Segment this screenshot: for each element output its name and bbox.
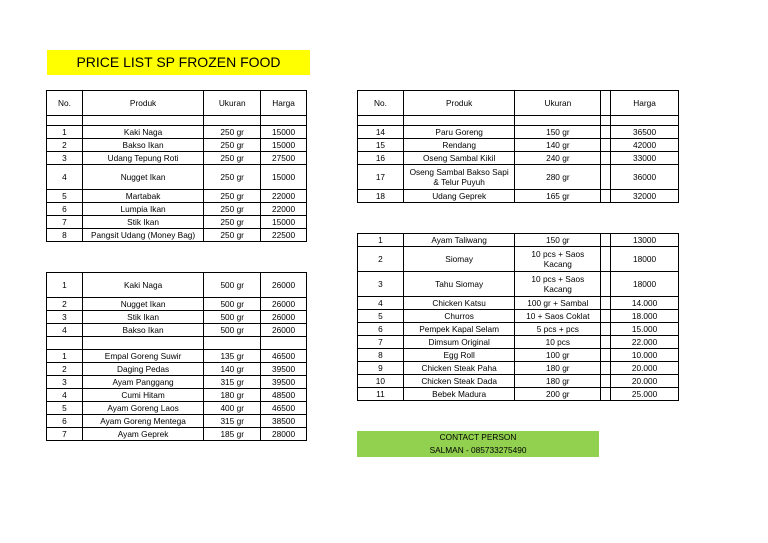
- table-row: 5 Martabak 250 gr 22000: [47, 190, 307, 203]
- header-ukuran: Ukuran: [515, 91, 601, 116]
- table-row: 7 Stik Ikan 250 gr 15000: [47, 216, 307, 229]
- table-row: 9 Chicken Steak Paha 180 gr 20.000: [358, 362, 679, 375]
- table-row: 10 Chicken Steak Dada 180 gr 20.000: [358, 375, 679, 388]
- table-row: 3 Ayam Panggang 315 gr 39500: [47, 376, 307, 389]
- table-row: 17 Oseng Sambal Bakso Sapi & Telur Puyuh 280 gr 36000: [358, 165, 679, 190]
- table-row: 14 Paru Goreng 150 gr 36500: [358, 126, 679, 139]
- table-row: 5 Churros 10 + Saos Coklat 18.000: [358, 310, 679, 323]
- header-ukuran: Ukuran: [204, 91, 261, 116]
- price-table-250gr: [46, 90, 307, 242]
- header-harga: Harga: [261, 91, 307, 116]
- table-row: 8 Pangsit Udang (Money Bag) 250 gr 22500: [47, 229, 307, 242]
- blank-row: [358, 116, 679, 126]
- table-row: 1 Ayam Taliwang 150 gr 13000: [358, 234, 679, 247]
- table-row: 11 Bebek Madura 200 gr 25.000: [358, 388, 679, 401]
- contact-label: CONTACT PERSON: [439, 432, 517, 442]
- header-produk: Produk: [403, 91, 515, 116]
- blank-row: [47, 116, 307, 126]
- price-table-right-top: [357, 90, 679, 203]
- page-title: PRICE LIST SP FROZEN FOOD: [47, 50, 310, 75]
- table-row: 7 Dimsum Original 10 pcs 22.000: [358, 336, 679, 349]
- table-row: 5 Ayam Goreng Laos 400 gr 46500: [47, 402, 307, 415]
- table-row: 3 Stik Ikan 500 gr 26000: [47, 311, 307, 324]
- table-row: 2 Siomay 10 pcs + Saos Kacang 18000: [358, 247, 679, 272]
- table-row: 7 Ayam Geprek 185 gr 28000: [47, 428, 307, 441]
- header-no: No.: [358, 91, 404, 116]
- table-row: 18 Udang Geprek 165 gr 32000: [358, 190, 679, 203]
- table-row: 4 Cumi Hitam 180 gr 48500: [47, 389, 307, 402]
- table-header-row: [358, 91, 679, 116]
- table-row: 4 Bakso Ikan 500 gr 26000: [47, 324, 307, 337]
- contact-box: [357, 431, 599, 457]
- header-no: No.: [47, 91, 83, 116]
- blank-row: [47, 337, 307, 350]
- table-row: 6 Lumpia Ikan 250 gr 22000: [47, 203, 307, 216]
- table-row: 3 Udang Tepung Roti 250 gr 27500: [47, 152, 307, 165]
- header-harga: Harga: [611, 91, 679, 116]
- price-table-500gr: [46, 272, 307, 441]
- header-produk: Produk: [82, 91, 203, 116]
- table-row: 2 Daging Pedas 140 gr 39500: [47, 363, 307, 376]
- table-row: 3 Tahu Siomay 10 pcs + Saos Kacang 18000: [358, 272, 679, 297]
- table-row: 8 Egg Roll 100 gr 10.000: [358, 349, 679, 362]
- table-row: 1 Kaki Naga 500 gr 26000: [47, 273, 307, 298]
- table-row: 16 Oseng Sambal Kikil 240 gr 33000: [358, 152, 679, 165]
- table-row: 6 Ayam Goreng Mentega 315 gr 38500: [47, 415, 307, 428]
- table-row: 4 Chicken Katsu 100 gr + Sambal 14.000: [358, 297, 679, 310]
- table-header-row: [47, 91, 307, 116]
- table-row: 4 Nugget Ikan 250 gr 15000: [47, 165, 307, 190]
- table-row: 15 Rendang 140 gr 42000: [358, 139, 679, 152]
- table-row: 2 Nugget Ikan 500 gr 26000: [47, 298, 307, 311]
- table-row: 1 Empal Goreng Suwir 135 gr 46500: [47, 350, 307, 363]
- table-row: 2 Bakso Ikan 250 gr 15000: [47, 139, 307, 152]
- price-table-right-bottom: [357, 233, 679, 401]
- contact-value: SALMAN - 085733275490: [429, 445, 527, 455]
- table-row: 6 Pempek Kapal Selam 5 pcs + pcs 15.000: [358, 323, 679, 336]
- table-row: 1 Kaki Naga 250 gr 15000: [47, 126, 307, 139]
